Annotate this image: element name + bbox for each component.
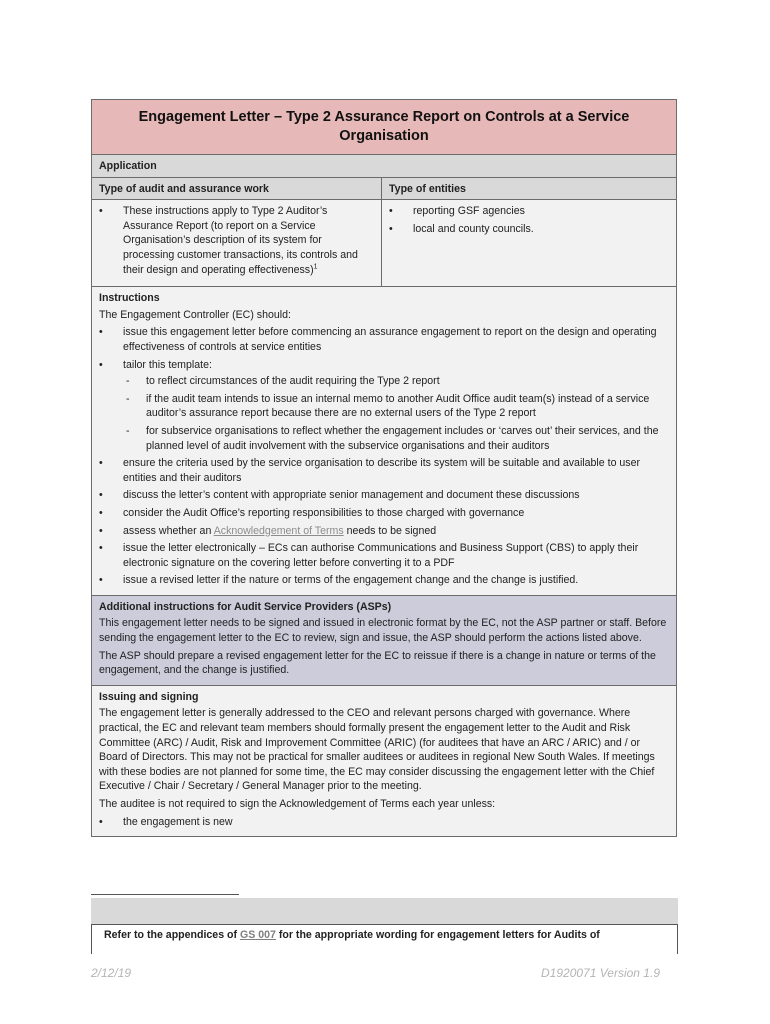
instructions-table bbox=[91, 99, 677, 837]
footer-date: 2/12/19 bbox=[91, 966, 132, 980]
issuing-item: • the engagement is new bbox=[99, 815, 669, 830]
footnote-separator bbox=[91, 894, 239, 895]
instructions-heading: Instructions bbox=[99, 292, 160, 305]
instruction-sub-item: - to reflect circumstances of the audit requiring the Type 2 report bbox=[123, 374, 669, 389]
entity-item: • local and county councils. bbox=[389, 222, 669, 237]
instruction-item: • assess whether an Acknowledgement of Terms needs to be signed bbox=[99, 524, 669, 539]
entity-item: • reporting GSF agencies bbox=[389, 204, 669, 219]
asp-heading: Additional instructions for Audit Service Providers (ASPs) bbox=[99, 600, 392, 613]
instruction-item: • issue the letter electronically – ECs can authorise Communications and Business Support (CBS) to apply their electronic signature on the covering letter before converting it to a PDF bbox=[99, 541, 669, 570]
issuing-paragraph: The engagement letter is generally addressed to the CEO and relevant persons charged with governance. Where practical, the EC and relevant team members should formally present the engagement letter to the Audit and Risk Committee (ARC) / Audit, Risk and Improvement Committee (ARIC) (for auditees that have an ARC / ARIC) and / or Board of Directors. This may not be practical for smaller auditees or auditees in regional New South Wales. If meetings with these bodies are not planned for some time, the EC may consider discussing the engagement letter with the Chief Executive / Chair / Secretary / General Manager prior to the meeting. bbox=[99, 707, 655, 793]
instructions-section bbox=[92, 287, 676, 596]
instruction-item: • issue a revised letter if the nature or terms of the engagement change and the change is justified. bbox=[99, 573, 669, 588]
issuing-heading: Issuing and signing bbox=[99, 690, 199, 703]
asp-paragraph: The ASP should prepare a revised engagement letter for the EC to reissue if there is a change in nature or terms of the engagement, and the change is justified. bbox=[99, 649, 656, 677]
asp-paragraph: This engagement letter needs to be signed and issued in electronic format by the EC, not the ASP partner or staff. Before sending the engagement letter to the EC to review, sign and issue, the ASP should perform the actions listed above. bbox=[99, 617, 667, 645]
footer-version: D1920071 Version 1.9 bbox=[541, 966, 660, 980]
application-heading: Application bbox=[92, 155, 676, 178]
audit-work-item: • These instructions apply to Type 2 Auditor’s Assurance Report (to report on a Service Organisation’s description of its system for processing customer transactions, its controls and their design and operating effectiveness)$^1$ bbox=[99, 204, 374, 277]
acknowledgement-of-terms-link[interactable]: Acknowledgement of Terms bbox=[213, 524, 344, 537]
instructions-intro: The Engagement Controller (EC) should: bbox=[99, 308, 291, 321]
instruction-sub-item: - for subservice organisations to reflect whether the engagement includes or ‘carves out’ their services, and the planned level of audit involvement with the subservice organisations and their auditors bbox=[123, 424, 669, 453]
instruction-sub-item: - if the audit team intends to issue an internal memo to another Audit Office audit team(s) instead of a service auditor’s assurance report because there are no external users of the Type 2 report bbox=[123, 392, 669, 421]
issuing-section bbox=[92, 686, 676, 836]
audit-work-header: Type of audit and assurance work bbox=[92, 178, 381, 200]
application-body bbox=[92, 200, 676, 287]
instruction-item: • ensure the criteria used by the service organisation to describe its system will be suitable and available to user entities and their auditors bbox=[99, 456, 669, 485]
gs007-link[interactable]: GS 007 bbox=[239, 929, 276, 941]
asp-section bbox=[92, 596, 676, 686]
issuing-paragraph: The auditee is not required to sign the Acknowledgement of Terms each year unless: bbox=[99, 798, 496, 810]
instruction-item: • discuss the letter’s content with appropriate senior management and document these discussions bbox=[99, 488, 669, 503]
instruction-item: • consider the Audit Office’s reporting responsibilities to those charged with governance bbox=[99, 506, 669, 521]
instruction-item: • issue this engagement letter before commencing an assurance engagement to report on the design and operating effectiveness of controls at service entities bbox=[99, 325, 669, 354]
instruction-item: • tailor this template: - to reflect circumstances of the audit requiring the Type 2 report - if the audit team intends to issue an internal memo to another Audit Office audit team(s) instead of a service auditor’s assurance report because there are no external users of the Type 2 report - for subservice organisations to reflect whether the engagement includes or ‘carves out’ their services, and the planned level of audit involvement with the subservice organisations and their auditors bbox=[99, 358, 669, 454]
footnote-shade bbox=[91, 898, 678, 924]
document-title: Engagement Letter – Type 2 Assurance Report on Controls at a Service Organisation bbox=[92, 100, 676, 155]
entities-header: Type of entities bbox=[382, 178, 676, 200]
application-column-headers bbox=[92, 178, 676, 201]
footnote-ref: 1 bbox=[313, 263, 318, 271]
footnote-box: Refer to the appendices of GS 007 for the appropriate wording for engagement letters for Audits of bbox=[91, 924, 678, 954]
